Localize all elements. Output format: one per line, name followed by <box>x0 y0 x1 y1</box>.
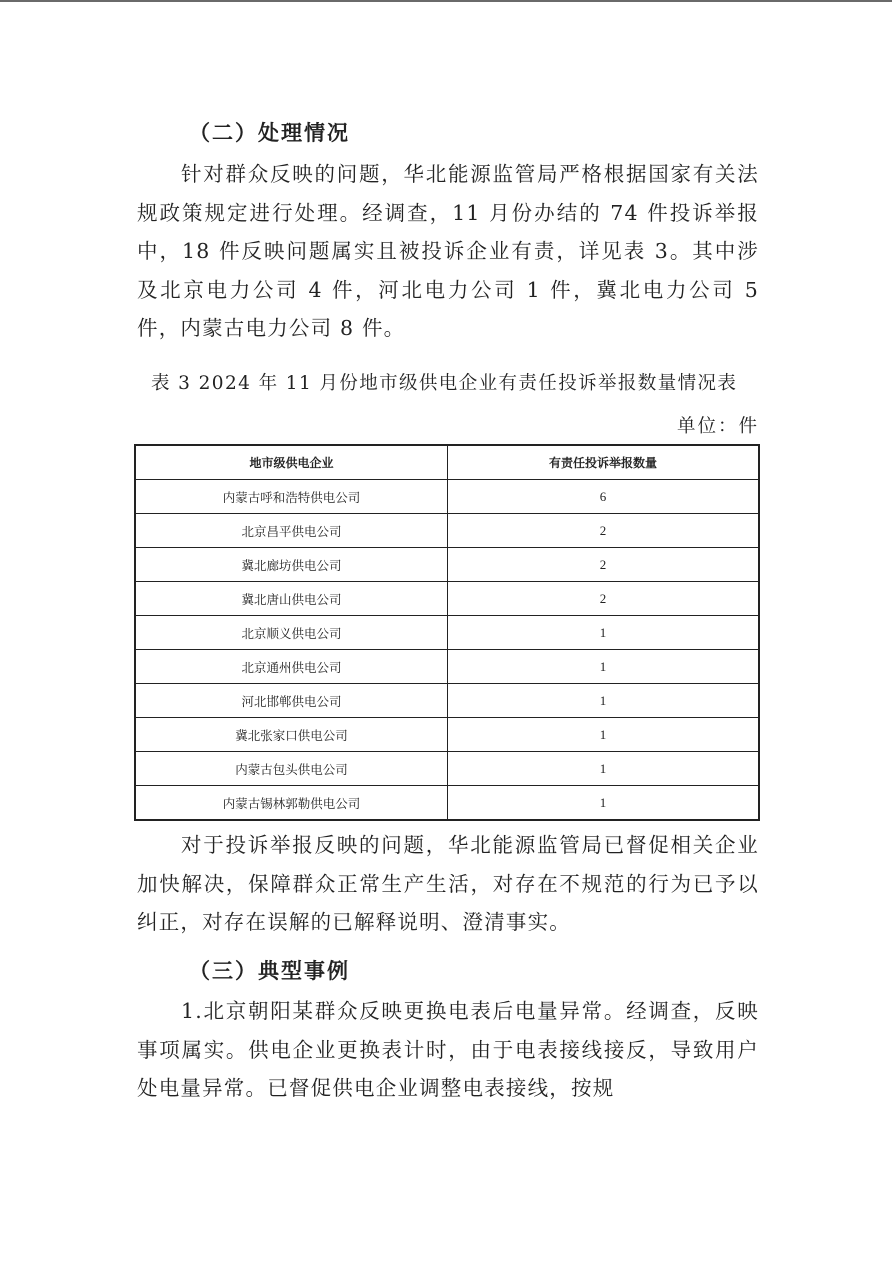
table-row <box>135 480 759 514</box>
table-row <box>135 650 759 684</box>
company-cell: 北京顺义供电公司 <box>135 616 448 650</box>
table-row <box>135 684 759 718</box>
count-cell: 2 <box>448 548 760 582</box>
company-cell: 内蒙古呼和浩特供电公司 <box>135 480 448 514</box>
count-cell: 1 <box>448 786 760 821</box>
table-row <box>135 548 759 582</box>
table-row <box>135 616 759 650</box>
complaint-count-table <box>134 444 760 821</box>
table-row <box>135 752 759 786</box>
table-row <box>135 718 759 752</box>
column-header-count: 有责任投诉举报数量 <box>448 445 760 480</box>
count-cell: 1 <box>448 616 760 650</box>
table-row <box>135 514 759 548</box>
company-cell: 冀北张家口供电公司 <box>135 718 448 752</box>
count-cell: 1 <box>448 684 760 718</box>
table-row <box>135 582 759 616</box>
count-cell: 2 <box>448 514 760 548</box>
page-top-border <box>0 0 892 2</box>
company-cell: 北京通州供电公司 <box>135 650 448 684</box>
paragraph-handling-summary: 针对群众反映的问题，华北能源监管局严格根据国家有关法规政策规定进行处理。经调查，11 月份办结的 74 件投诉举报中，18 件反映问题属实且被投诉企业有责，详见表 3。其中涉及北京电力公司 4 件，河北电力公司 1 件，冀北电力公司 5 件，内蒙古电力公司 8 件。 <box>137 162 759 340</box>
company-cell: 河北邯郸供电公司 <box>135 684 448 718</box>
table-unit-label: 单位：件 <box>676 416 759 437</box>
column-header-company: 地市级供电企业 <box>135 445 448 480</box>
count-cell: 1 <box>448 752 760 786</box>
company-cell: 冀北廊坊供电公司 <box>135 548 448 582</box>
company-cell: 北京昌平供电公司 <box>135 514 448 548</box>
table-header-row <box>135 445 759 480</box>
company-cell: 内蒙古锡林郭勒供电公司 <box>135 786 448 821</box>
paragraph-followup-actions: 对于投诉举报反映的问题，华北能源监管局已督促相关企业加快解决，保障群众正常生产生活，对存在不规范的行为已予以纠正，对存在误解的已解释说明、澄清事实。 <box>137 833 759 934</box>
count-cell: 6 <box>448 480 760 514</box>
company-cell: 冀北唐山供电公司 <box>135 582 448 616</box>
table-row <box>135 786 759 821</box>
count-cell: 1 <box>448 718 760 752</box>
section-heading-handling: （二）处理情况 <box>189 120 350 145</box>
count-cell: 1 <box>448 650 760 684</box>
count-cell: 2 <box>448 582 760 616</box>
section-heading-typical-cases: （三）典型事例 <box>189 958 350 983</box>
company-cell: 内蒙古包头供电公司 <box>135 752 448 786</box>
table-caption: 表 3 2024 年 11 月份地市级供电企业有责任投诉举报数量情况表 <box>151 373 738 394</box>
paragraph-case-1: 1.北京朝阳某群众反映更换电表后电量异常。经调查，反映事项属实。供电企业更换表计时，由于电表接线接反，导致用户处电量异常。已督促供电企业调整电表接线，按规 <box>137 999 759 1100</box>
